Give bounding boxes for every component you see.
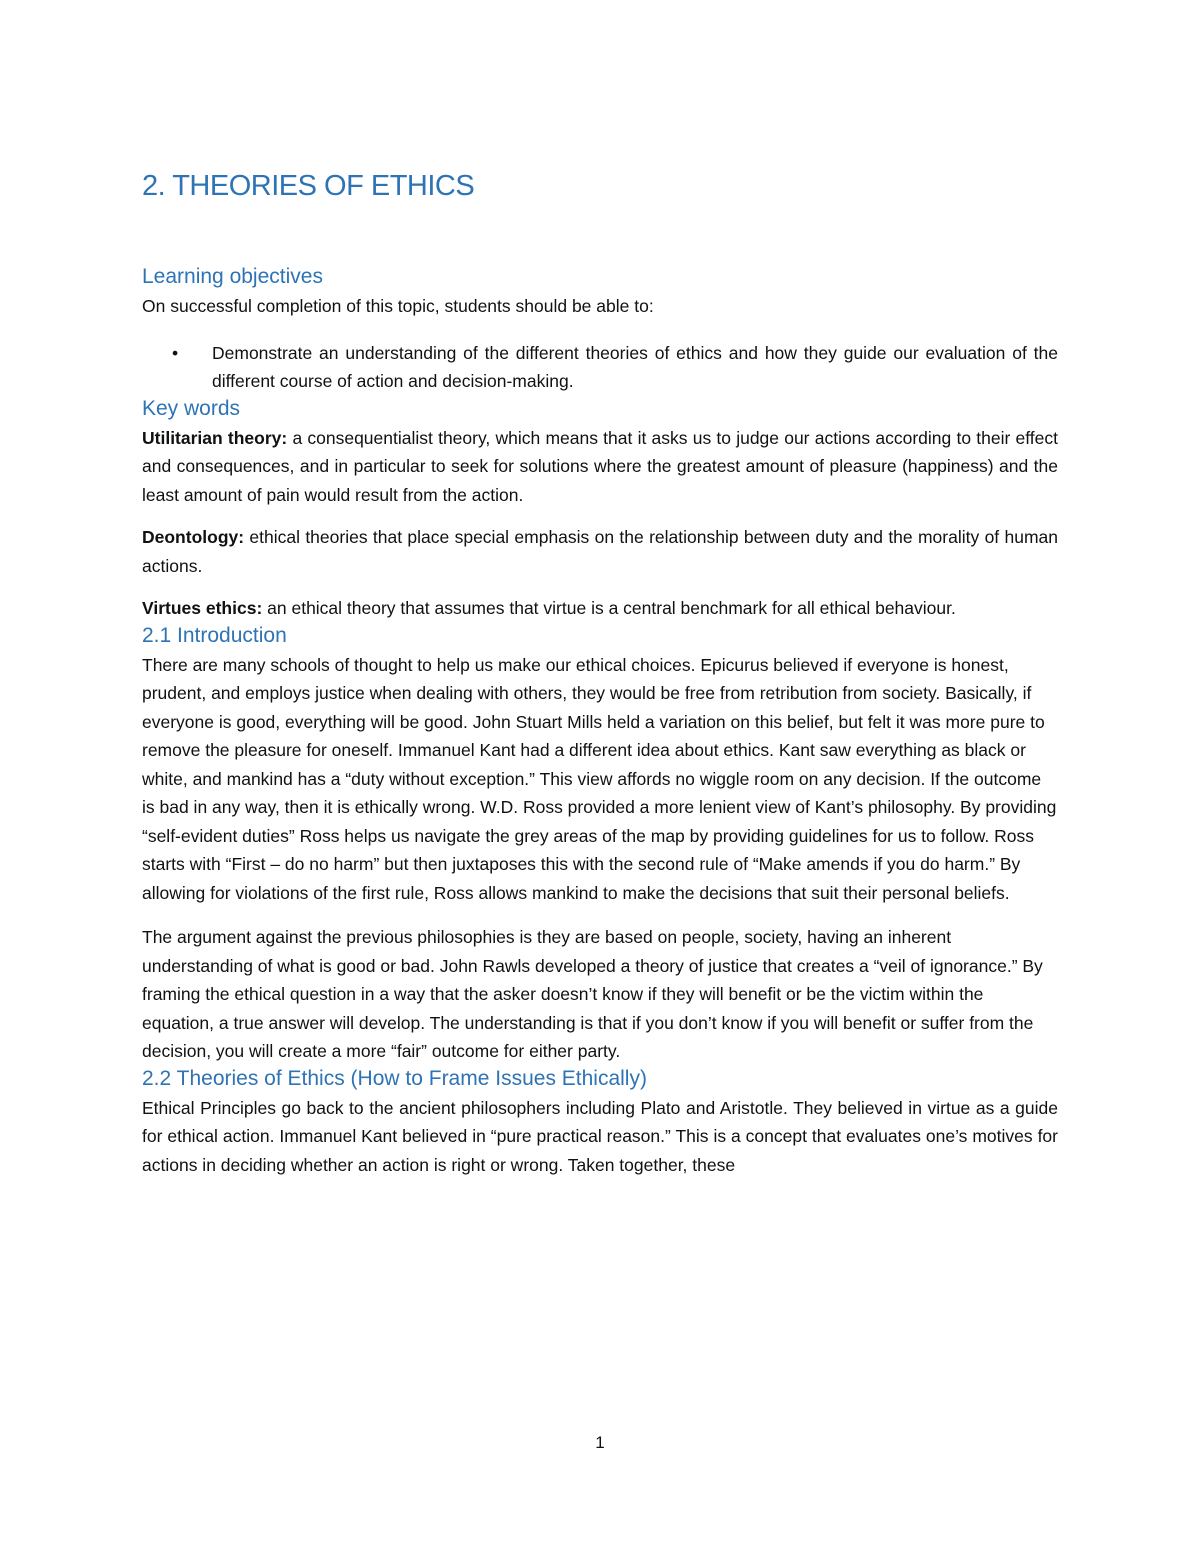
key-word-deontology (142, 523, 1058, 580)
key-word-term: Deontology: (142, 527, 245, 547)
objective-text: Demonstrate an understanding of the different theories of ethics and how they guide our evaluation of the different course of action and decision-making. (212, 342, 1058, 391)
theories-heading: 2.2 Theories of Ethics (How to Frame Issues Ethically) (142, 1066, 647, 1090)
introduction-paragraph-1: There are many schools of thought to help us make our ethical choices. Epicurus believed if everyone is honest, prudent, and employs justice when dealing with others, they would be free from retribution from society. Basically, if everyone is good, everything will be good. John Stuart Mills held a variation on this belief, but felt it was more pure to remove the pleasure for oneself. Immanuel Kant had a different idea about ethics. Kant saw everything as black or white, and mankind has a “duty without exception.” This view affords no wiggle room on any decision. If the outcome is bad in any way, then it is ethically wrong. W.D. Ross provided a more lenient view of Kant’s philosophy. By providing “self-evident duties” Ross helps us navigate the grey areas of the map by providing guidelines for us to follow. Ross starts with “First – do no harm” but then juxtaposes this with the second rule of “Make amends if you do harm.” By allowing for violations of the first rule, Ross allows mankind to make the decisions that suit their personal beliefs. (142, 654, 1057, 903)
key-word-definition: a consequentialist theory, which means that it asks us to judge our actions according to their effect and consequences, and in particular to seek for solutions where the greatest amount of pleasure (happiness) and the least amount of pain would result from the action. (142, 427, 1058, 505)
introduction-paragraph-2: The argument against the previous philosophies is they are based on people, society, having an inherent understanding of what is good or bad. John Rawls developed a theory of justice that creates a “veil of ignorance.” By framing the ethical question in a way that the asker doesn’t know if they will benefit or be the victim within the equation, a true answer will develop. The understanding is that if you don’t know if you will benefit or suffer from the decision, you will create a more “fair” outcome for either party. (142, 927, 1043, 1061)
key-word-term: Virtues ethics: (142, 598, 263, 618)
objectives-list (142, 339, 1058, 396)
theories-paragraph-1: Ethical Principles go back to the ancient philosophers including Plato and Aristotle. They believed in virtue as a guide for ethical action. Immanuel Kant believed in “pure practical reason.” This is a concept that evaluates one’s motives for actions in deciding whether an action is right or wrong. Taken together, these (142, 1097, 1058, 1175)
list-item (142, 339, 1058, 396)
page-number: 1 (595, 1433, 605, 1452)
key-word-utilitarian (142, 424, 1058, 510)
learning-objectives-intro: On successful completion of this topic, students should be able to: (142, 296, 654, 316)
bullet-icon: • (172, 342, 179, 363)
key-word-virtues (142, 594, 1058, 623)
key-word-definition: ethical theories that place special emphasis on the relationship between duty and the morality of human actions. (142, 527, 1058, 576)
page-content (142, 168, 1058, 1179)
key-word-term: Utilitarian theory: (142, 427, 288, 448)
chapter-title: 2. THEORIES OF ETHICS (142, 170, 475, 202)
learning-objectives-heading: Learning objectives (142, 265, 323, 288)
introduction-heading: 2.1 Introduction (142, 623, 287, 647)
key-words-heading: Key words (142, 396, 241, 420)
key-word-definition: an ethical theory that assumes that virtue is a central benchmark for all ethical behaviour. (262, 598, 956, 618)
